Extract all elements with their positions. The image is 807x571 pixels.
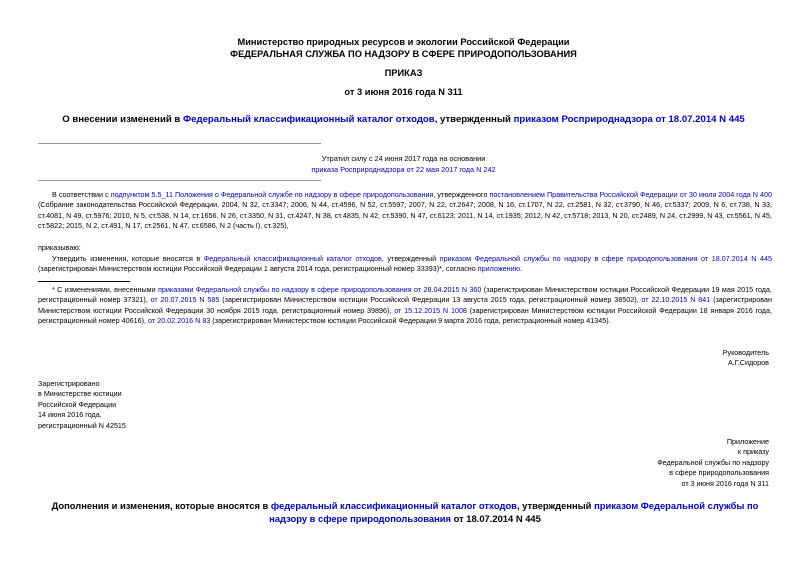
order-text-2: , утвержденный — [381, 254, 440, 263]
order-text-3: (зарегистрирован Министерством юстиции Российской Федерации 1 августа 2014 года, регистрационный номер 33393)*, согласно — [38, 264, 478, 274]
appendix-title-link-order[interactable]: приказом Федеральной службы по надзору в сфере природопользования — [269, 500, 759, 524]
doc-type: ПРИКАЗ — [384, 68, 423, 78]
registration-line-1: Зарегистрировано — [38, 379, 100, 388]
footnote-paragraph — [38, 285, 772, 327]
ministry-heading: Министерство природных ресурсов и экологии Российской Федерации — [237, 37, 570, 47]
signature-role: Руководитель — [722, 348, 769, 357]
title-text-1: О внесении изменений в — [62, 114, 183, 125]
footnote-link-83[interactable]: от 20.02.2016 N 83 — [148, 316, 211, 326]
lost-force-note — [0, 153, 807, 175]
preamble-link-decree[interactable]: постановлением Правительства Российской Федерации от 30 июля 2004 года N 400 — [489, 190, 773, 199]
title-text-2: , утвержденный — [434, 114, 514, 125]
doc-date-number: от 3 июня 2016 года N 311 — [344, 87, 463, 97]
order-link-catalog[interactable]: Федеральный классификационный каталог отходов — [203, 254, 382, 263]
registration-line-4: 14 июня 2016 года, — [38, 410, 102, 420]
divider-bottom — [38, 180, 321, 181]
appendix-title — [38, 500, 772, 525]
attachment-line-5: от 3 июня 2016 года N 311 — [681, 478, 769, 488]
title-link-order[interactable]: приказом — [513, 114, 559, 125]
footnote-link-1008[interactable]: от 15.12.2015 N 1008 — [394, 305, 467, 315]
lost-force-link[interactable]: приказа Росприроднадзора от 22 мая 2017 года N 242 — [311, 165, 496, 174]
order-link-445[interactable]: приказом Федеральной службы по надзору в сфере природопользования от 18.07.2014 N 445 — [439, 254, 773, 263]
footnote-text-6: (зарегистрирован Министерством юстиции Российской Федерации 9 марта 2016 года, регистрационный номер 41345). — [210, 316, 611, 326]
attachment-line-4: в сфере природопользования — [669, 468, 769, 478]
registration-block — [38, 379, 126, 431]
attachment-block — [657, 437, 769, 489]
footnote-text-3: (зарегистрирован Министерством юстиции Российской Федерации 13 августа 2015 года, регистрационный номер 38502), — [219, 295, 642, 305]
title-link-rpn-order[interactable]: Росприроднадзора от 18.07.2014 N 445 — [561, 114, 745, 125]
service-heading: ФЕДЕРАЛЬНАЯ СЛУЖБА ПО НАДЗОРУ В СФЕРЕ ПРИРОДОПОЛЬЗОВАНИЯ — [230, 49, 577, 59]
appendix-title-text-1: Дополнения и изменения, которые вносятся в — [51, 500, 271, 511]
lost-force-text: Утратил силу с 24 июня 2017 года на основании — [321, 154, 486, 163]
registration-line-5: регистрационный N 42515 — [38, 420, 126, 430]
title-link-catalog[interactable]: Федеральный классификационный каталог отходов — [182, 114, 435, 125]
preamble-text-2: , утвержденного — [433, 190, 490, 199]
footnote-link-585[interactable]: от 20.07.2015 N 585 — [150, 295, 220, 305]
appendix-title-text-2: , утвержденный — [516, 500, 595, 511]
preamble-paragraph — [38, 190, 772, 232]
preamble-text-1: В соответствии с — [52, 190, 111, 199]
doc-title — [0, 114, 807, 125]
footnote-text-4: (зарегистрирован Министерством юстиции Российской Федерации 30 ноября 2015 года, регистрационный номер 39896), — [38, 295, 772, 315]
prikazyvayu: приказываю: — [38, 243, 81, 252]
preamble-text-3: (Собрание законодательства Российской Федерации, 2004, N 32, ст.3347; 2006, N 44, ст.4596, N 52, ст.5597; 2007, N 22, ст.2647; 2008, N 16, ст.1707, N 22, ст.2581, N 32, ст.3790, N 46, ст.5337; 2009, N 6, ст.738, N 33, ст.4081, N 49, ст.5976; 2010, N 5, ст.538, N 14, ст.1656, N 26, ст.3350, N 31, ст.4247, N 38, ст.4835, N 42, ст.5390, N 47, ст.6123; 2011, N 14, ст.1935; 2012, N 42, ст.5718; 2013, N 20, ст.2489, N 24, ст.2999, N 43, ст.5561, N 45, ст.5822; 2015, N 2, ст.491, N 17, ст.2561, N 47, ст.6586, N 2 (часть I), ст.325), — [38, 200, 772, 231]
order-link-appendix[interactable]: приложению — [477, 264, 521, 274]
footnote-text-5: (зарегистрирован Министерством юстиции Российской Федерации 18 января 2016 года, регистрационный номер 40616), — [38, 305, 772, 326]
attachment-line-3: Федеральной службы по надзору — [657, 457, 769, 467]
appendix-title-text-3: от 18.07.2014 N 445 — [451, 512, 541, 524]
order-text-1: Утвердить изменения, которые вносятся в — [52, 254, 204, 263]
divider-top — [38, 143, 321, 144]
preamble-link-regulation[interactable]: подпунктом 5.5_11 Положения о Федеральной службе по надзору в сфере природопользования — [110, 190, 434, 199]
registration-line-2: в Министерстве юстиции — [38, 389, 122, 399]
appendix-title-link-catalog[interactable]: федеральный классификационный каталог отходов — [270, 500, 517, 511]
footnote-link-360[interactable]: приказами Федеральной службы по надзору в сфере природопользования от 28.04.2015 N 360 — [158, 285, 482, 294]
order-text-4: . — [520, 264, 523, 274]
order-paragraph — [38, 254, 772, 275]
footnote-rule — [38, 281, 130, 282]
attachment-line-2: к приказу — [737, 447, 769, 457]
attachment-line-1: Приложение — [726, 437, 769, 446]
signature-block — [723, 348, 769, 369]
signature-name: А.Г.Сидоров — [727, 358, 769, 368]
footnote-link-841[interactable]: от 22.10.2015 N 841 — [641, 295, 711, 305]
footnote-text-1: * С изменениями, внесенными — [52, 285, 158, 294]
footnote-text-2: (зарегистрирован Министерством юстиции Российской Федерации 19 мая 2015 года, регистрационный номер 37321), — [38, 285, 772, 305]
registration-line-3: Российской Федерации — [38, 399, 117, 409]
